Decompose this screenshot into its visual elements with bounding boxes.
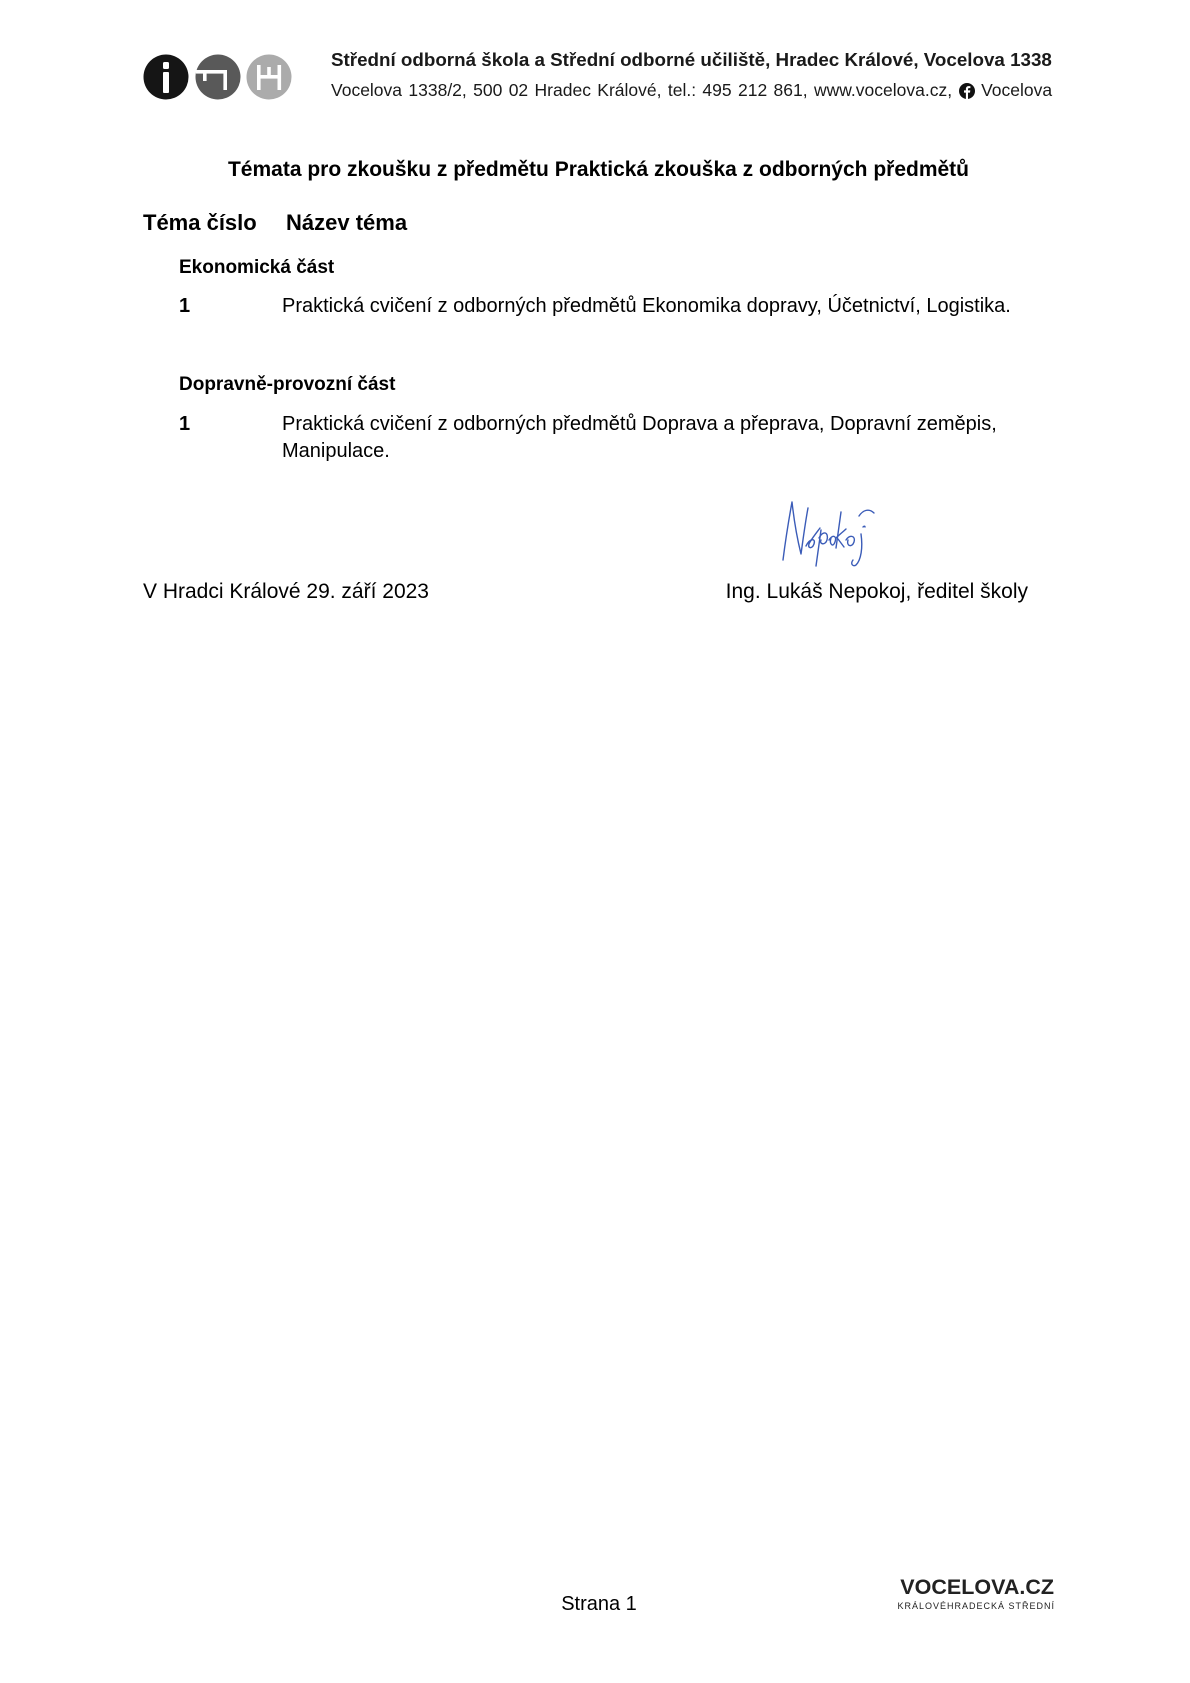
document-title: Témata pro zkoušku z předmětu Praktická zkouška z odborných předmětů bbox=[227, 158, 970, 181]
i-circle-icon bbox=[144, 55, 189, 100]
facebook-label: Vocelova bbox=[981, 80, 1053, 100]
signatory: Ing. Lukáš Nepokoj, ředitel školy bbox=[725, 580, 1028, 603]
school-logo bbox=[143, 54, 293, 100]
section-heading-transport: Dopravně-provozní část bbox=[179, 374, 396, 395]
page-number: Strana 1 bbox=[561, 1593, 637, 1615]
address-text: Vocelova 1338/2, 500 02 Hradec Králové, tel.: 495 212 861, www.vocelova.cz, bbox=[331, 80, 953, 100]
column-header-number: Téma číslo bbox=[143, 210, 257, 235]
school-name: Střední odborná škola a Střední odborné učiliště, Hradec Králové, Vocelova 1338 bbox=[331, 49, 1052, 70]
brand-logo-name: VOCELOVA.CZ bbox=[900, 1575, 1054, 1599]
tap-circle-icon bbox=[196, 55, 241, 100]
topic-name: Praktická cvičení z odborných předmětů Doprava a přeprava, Dopravní zeměpis, Manipulace. bbox=[282, 413, 997, 462]
topic-name: Praktická cvičení z odborných předmětů Ekonomika dopravy, Účetnictví, Logistika. bbox=[282, 295, 1011, 317]
place-date: V Hradci Králové 29. září 2023 bbox=[143, 580, 429, 603]
facebook-icon bbox=[959, 83, 975, 99]
section-heading-economic: Ekonomická část bbox=[179, 257, 335, 278]
contact-line bbox=[331, 80, 1052, 101]
brand-logo-tagline: KRÁLOVÉHRADECKÁ STŘEDNÍ bbox=[897, 1601, 1055, 1611]
signature-image bbox=[775, 494, 887, 572]
h-circle-icon bbox=[247, 55, 292, 100]
column-header-name: Název téma bbox=[286, 210, 408, 235]
topic-number: 1 bbox=[179, 413, 191, 435]
topic-number: 1 bbox=[179, 295, 191, 317]
